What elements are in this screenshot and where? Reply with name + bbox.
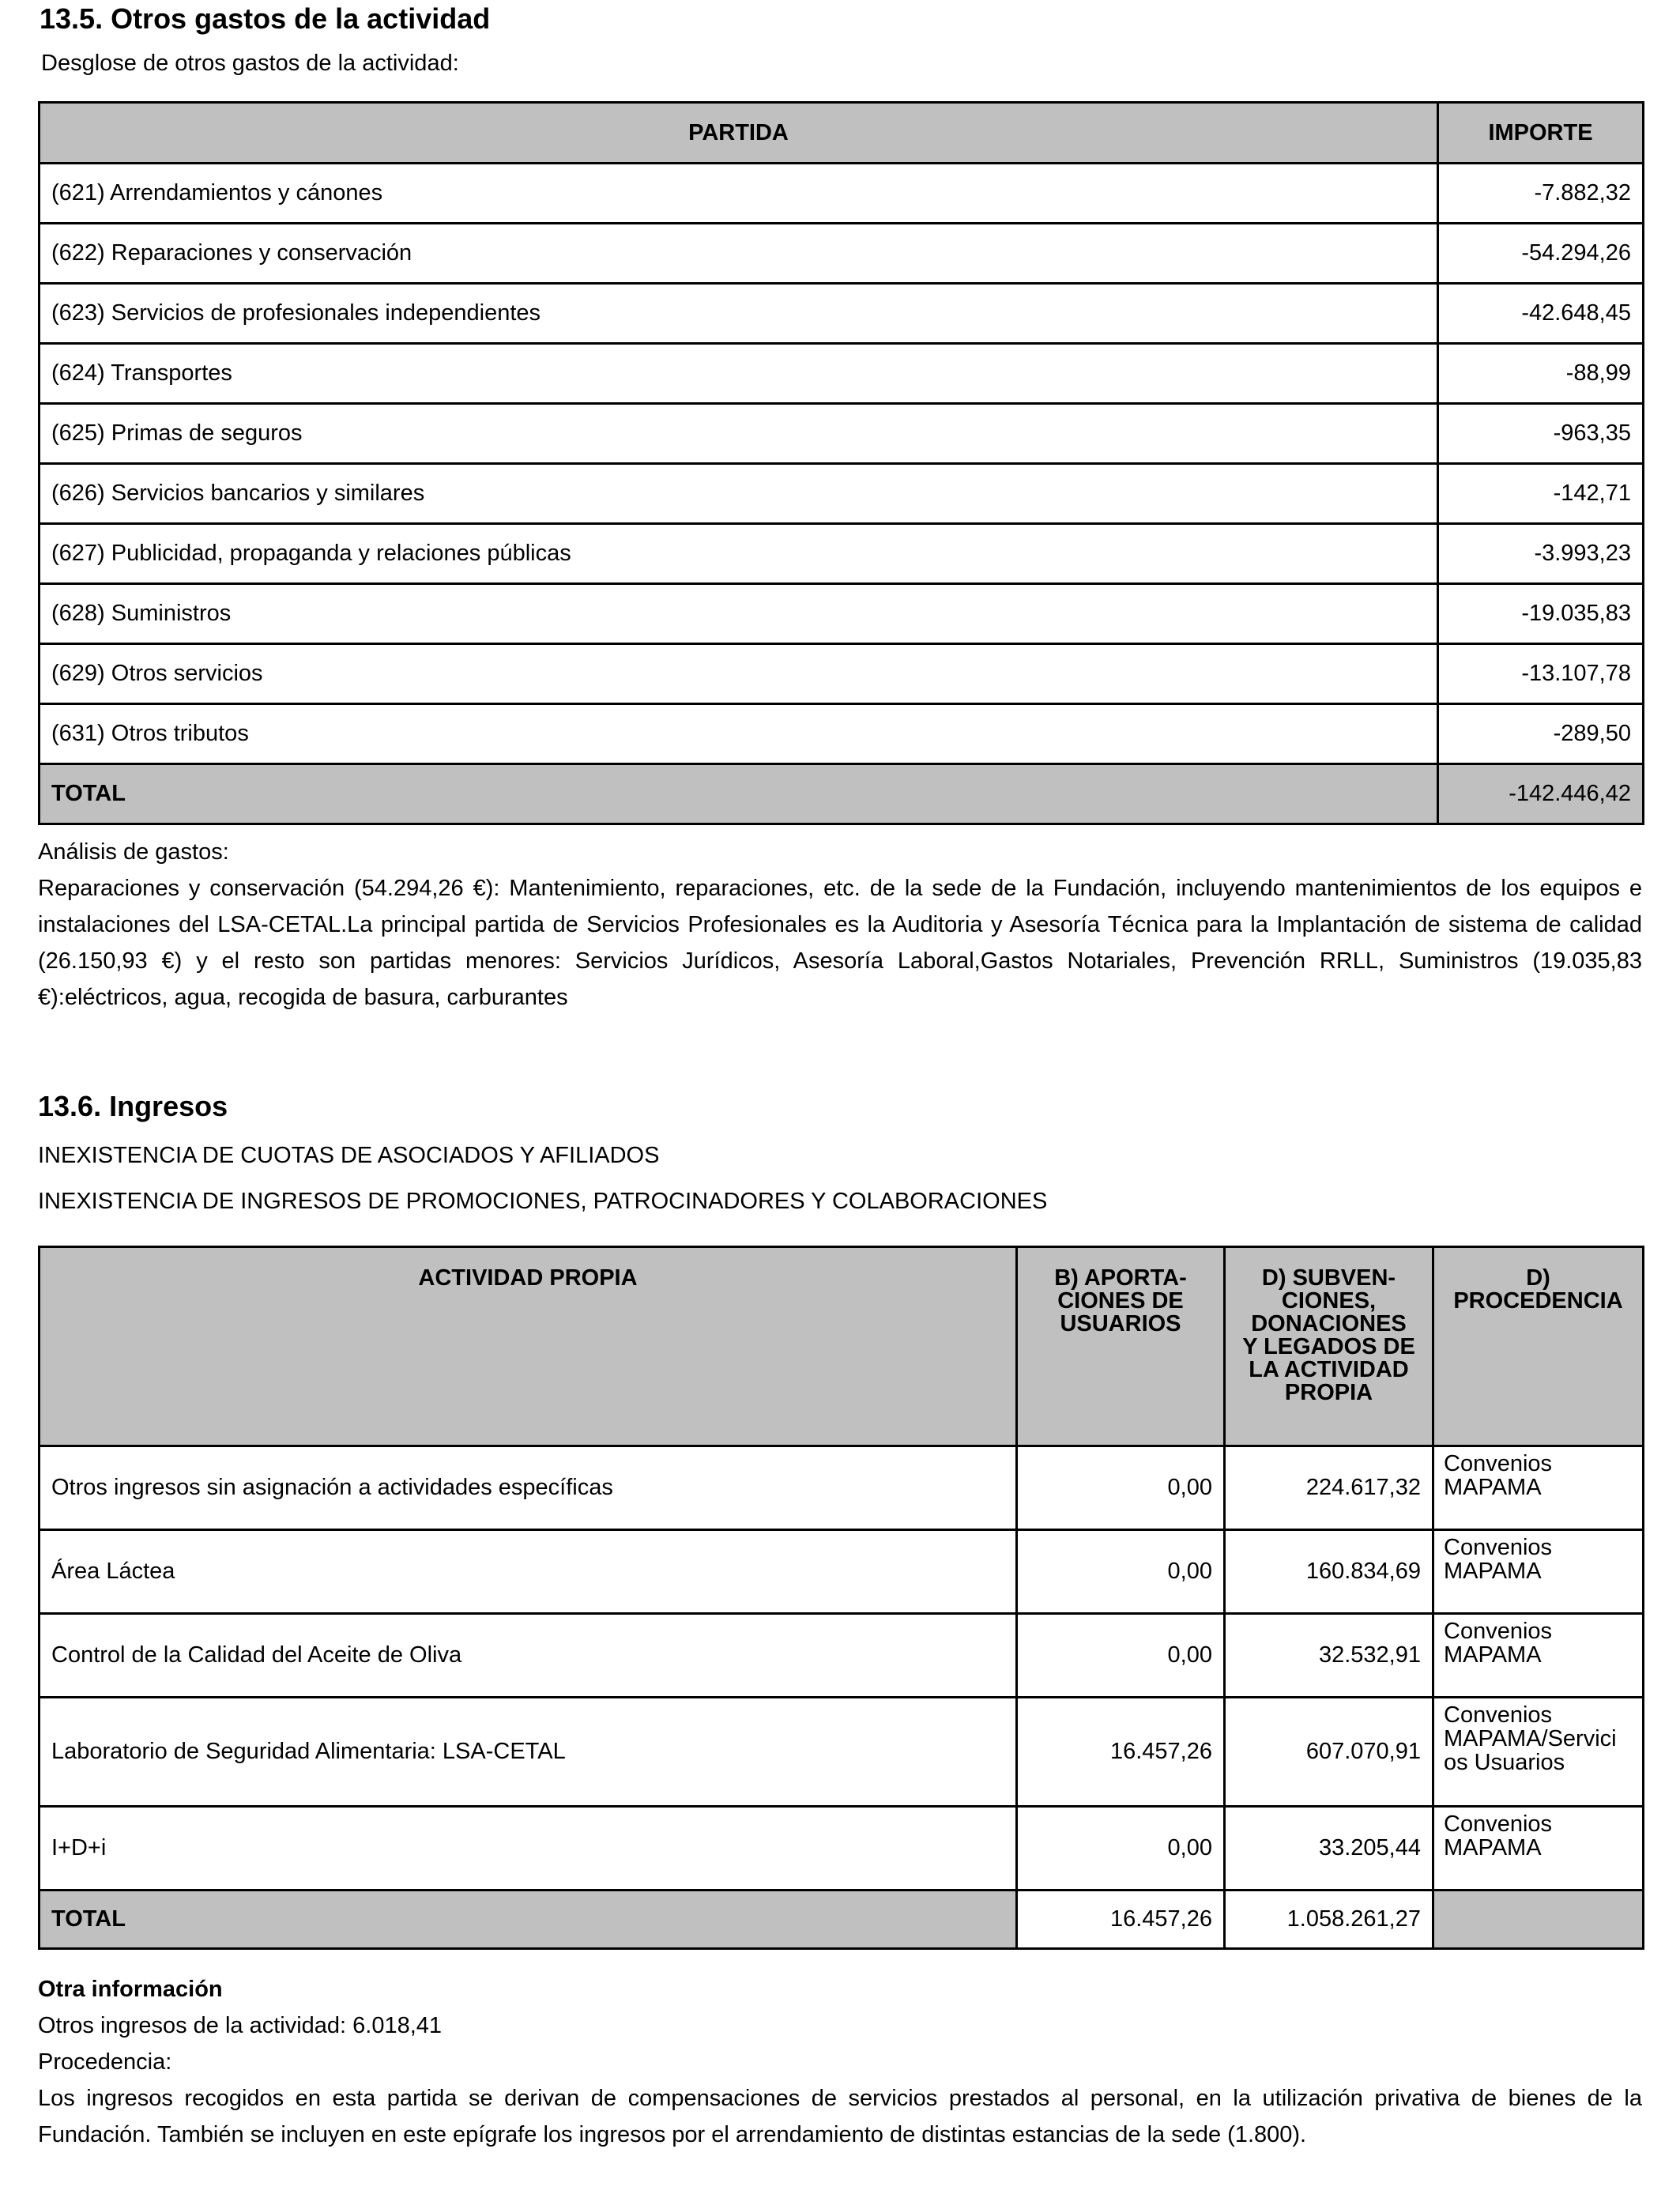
table-row <box>40 1698 1644 1807</box>
procedencia-line: Convenios <box>1444 1619 1553 1644</box>
procedencia-line: MAPAMA <box>1444 1835 1542 1860</box>
header-aportaciones <box>1017 1247 1225 1446</box>
header-actividad: ACTIVIDAD PROPIA <box>40 1247 1017 1446</box>
procedencia-line: Convenios <box>1444 1535 1553 1560</box>
table-header-row <box>40 103 1644 164</box>
cell-importe: -88,99 <box>1438 344 1644 404</box>
header-line: PROPIA <box>1284 1380 1373 1405</box>
header-procedencia <box>1433 1247 1644 1446</box>
cell-procedencia <box>1433 1698 1644 1807</box>
cell-aportaciones: 0,00 <box>1017 1446 1225 1530</box>
cell-aportaciones: 0,00 <box>1017 1614 1225 1698</box>
analysis-text: Reparaciones y conservación (54.294,26 €): Mantenimiento, reparaciones, etc. de la sede de la Fundación, incluyendo mantenimientos de los equipos e instalaciones del LSA-CETAL.La principal partida de Servicios Profesionales es la Auditoria y Asesoría Técnica para la Implantación de sistema de calidad (26.150,93 €) y el resto son partidas menores: Servicios Jurídicos, Asesoría Laboral,Gastos Notariales, Prevención RRLL, Suministros (19.035,83 €):eléctricos, agua, recogida de basura, carburantes <box>38 876 1642 1010</box>
header-line: USUARIOS <box>1060 1311 1181 1336</box>
cell-actividad: Control de la Calidad del Aceite de Oliva <box>40 1614 1017 1698</box>
otros-gastos-table <box>38 101 1644 825</box>
cell-subvenciones: 33.205,44 <box>1225 1807 1433 1891</box>
other-info-text: Los ingresos recogidos en esta partida se derivan de compensaciones de servicios prestados al personal, en la utilización privativa de bienes de la Fundación. También se incluyen en este epígrafe los ingresos por el arrendamiento de distintas estancias de la sede (1.800). <box>38 2086 1642 2147</box>
cell-procedencia <box>1433 1446 1644 1530</box>
procedencia-line: MAPAMA <box>1444 1559 1542 1584</box>
cell-procedencia <box>1433 1614 1644 1698</box>
procedencia-line: os Usuarios <box>1444 1750 1565 1775</box>
table-row <box>40 704 1644 764</box>
cell-subvenciones: 224.617,32 <box>1225 1446 1433 1530</box>
cell-partida: (627) Publicidad, propaganda y relaciones públicas <box>40 524 1438 584</box>
header-importe: IMPORTE <box>1438 103 1644 164</box>
procedencia-line: MAPAMA <box>1444 1642 1542 1668</box>
cell-partida: (626) Servicios bancarios y similares <box>40 464 1438 524</box>
table-row <box>40 344 1644 404</box>
table-row <box>40 1530 1644 1614</box>
table-total-row <box>40 764 1644 824</box>
total-aportaciones: 16.457,26 <box>1017 1891 1225 1949</box>
cell-aportaciones: 0,00 <box>1017 1807 1225 1891</box>
analysis-title: Análisis de gastos: <box>38 839 229 865</box>
procedencia-line: Convenios <box>1444 1811 1553 1837</box>
table-row <box>40 404 1644 464</box>
section-title-otros-gastos: 13.5. Otros gastos de la actividad <box>40 2 491 35</box>
table-row <box>40 644 1644 704</box>
header-line: CIONES DE <box>1057 1288 1184 1314</box>
cell-partida: (624) Transportes <box>40 344 1438 404</box>
total-importe: -142.446,42 <box>1438 764 1644 824</box>
cell-partida: (625) Primas de seguros <box>40 404 1438 464</box>
cell-partida: (629) Otros servicios <box>40 644 1438 704</box>
procedencia-line: MAPAMA <box>1444 1475 1542 1500</box>
cell-partida: (631) Otros tributos <box>40 704 1438 764</box>
header-line: CIONES, <box>1281 1288 1377 1314</box>
table-row <box>40 164 1644 224</box>
header-line: PROCEDENCIA <box>1453 1288 1623 1314</box>
cell-aportaciones: 16.457,26 <box>1017 1698 1225 1807</box>
header-subvenciones <box>1225 1247 1433 1446</box>
procedencia-line: MAPAMA/Servici <box>1444 1726 1617 1751</box>
note-promociones: INEXISTENCIA DE INGRESOS DE PROMOCIONES, PATROCINADORES Y COLABORACIONES <box>38 1189 1048 1214</box>
cell-actividad: Otros ingresos sin asignación a actividades específicas <box>40 1446 1017 1530</box>
section-title-ingresos: 13.6. Ingresos <box>38 1090 228 1122</box>
cell-importe: -54.294,26 <box>1438 224 1644 284</box>
table-row <box>40 284 1644 344</box>
header-line: D) SUBVEN- <box>1261 1265 1396 1291</box>
note-cuotas: INEXISTENCIA DE CUOTAS DE ASOCIADOS Y AFILIADOS <box>38 1143 660 1168</box>
cell-actividad: Laboratorio de Seguridad Alimentaria: LSA-CETAL <box>40 1698 1017 1807</box>
total-procedencia-empty <box>1433 1891 1644 1949</box>
cell-subvenciones: 160.834,69 <box>1225 1530 1433 1614</box>
cell-partida: (623) Servicios de profesionales independientes <box>40 284 1438 344</box>
table-header-row <box>40 1247 1644 1446</box>
header-line: B) APORTA- <box>1054 1265 1187 1291</box>
analysis-block <box>38 834 1642 1016</box>
cell-importe: -13.107,78 <box>1438 644 1644 704</box>
header-line: LA ACTIVIDAD <box>1249 1357 1409 1382</box>
ingresos-table <box>38 1246 1644 1950</box>
procedencia-line: Convenios <box>1444 1451 1553 1476</box>
table-total-row <box>40 1891 1644 1949</box>
header-line: D) <box>1526 1265 1550 1291</box>
cell-procedencia <box>1433 1530 1644 1614</box>
other-info-line1: Otros ingresos de la actividad: 6.018,41 <box>38 2013 443 2038</box>
cell-aportaciones: 0,00 <box>1017 1530 1225 1614</box>
header-line: Y LEGADOS DE <box>1242 1334 1415 1359</box>
cell-importe: -19.035,83 <box>1438 584 1644 644</box>
cell-importe: -142,71 <box>1438 464 1644 524</box>
header-partida: PARTIDA <box>40 103 1438 164</box>
total-label: TOTAL <box>40 1891 1017 1949</box>
table-row <box>40 1446 1644 1530</box>
cell-partida: (628) Suministros <box>40 584 1438 644</box>
table-row <box>40 524 1644 584</box>
total-label: TOTAL <box>40 764 1438 824</box>
cell-actividad: I+D+i <box>40 1807 1017 1891</box>
cell-importe: -7.882,32 <box>1438 164 1644 224</box>
section-intro: Desglose de otros gastos de la actividad: <box>41 51 459 76</box>
other-info-line2: Procedencia: <box>38 2049 172 2075</box>
table-row <box>40 1614 1644 1698</box>
table-row <box>40 464 1644 524</box>
cell-procedencia <box>1433 1807 1644 1891</box>
cell-subvenciones: 32.532,91 <box>1225 1614 1433 1698</box>
other-info-block <box>38 1971 1642 2153</box>
header-line: DONACIONES <box>1251 1311 1407 1336</box>
other-info-title: Otra información <box>38 1977 223 2002</box>
table-row <box>40 584 1644 644</box>
procedencia-line: Convenios <box>1444 1702 1553 1728</box>
cell-partida: (622) Reparaciones y conservación <box>40 224 1438 284</box>
cell-importe: -289,50 <box>1438 704 1644 764</box>
cell-importe: -3.993,23 <box>1438 524 1644 584</box>
cell-importe: -963,35 <box>1438 404 1644 464</box>
cell-subvenciones: 607.070,91 <box>1225 1698 1433 1807</box>
cell-actividad: Área Láctea <box>40 1530 1017 1614</box>
table-row <box>40 1807 1644 1891</box>
table-row <box>40 224 1644 284</box>
cell-importe: -42.648,45 <box>1438 284 1644 344</box>
cell-partida: (621) Arrendamientos y cánones <box>40 164 1438 224</box>
total-subvenciones: 1.058.261,27 <box>1225 1891 1433 1949</box>
